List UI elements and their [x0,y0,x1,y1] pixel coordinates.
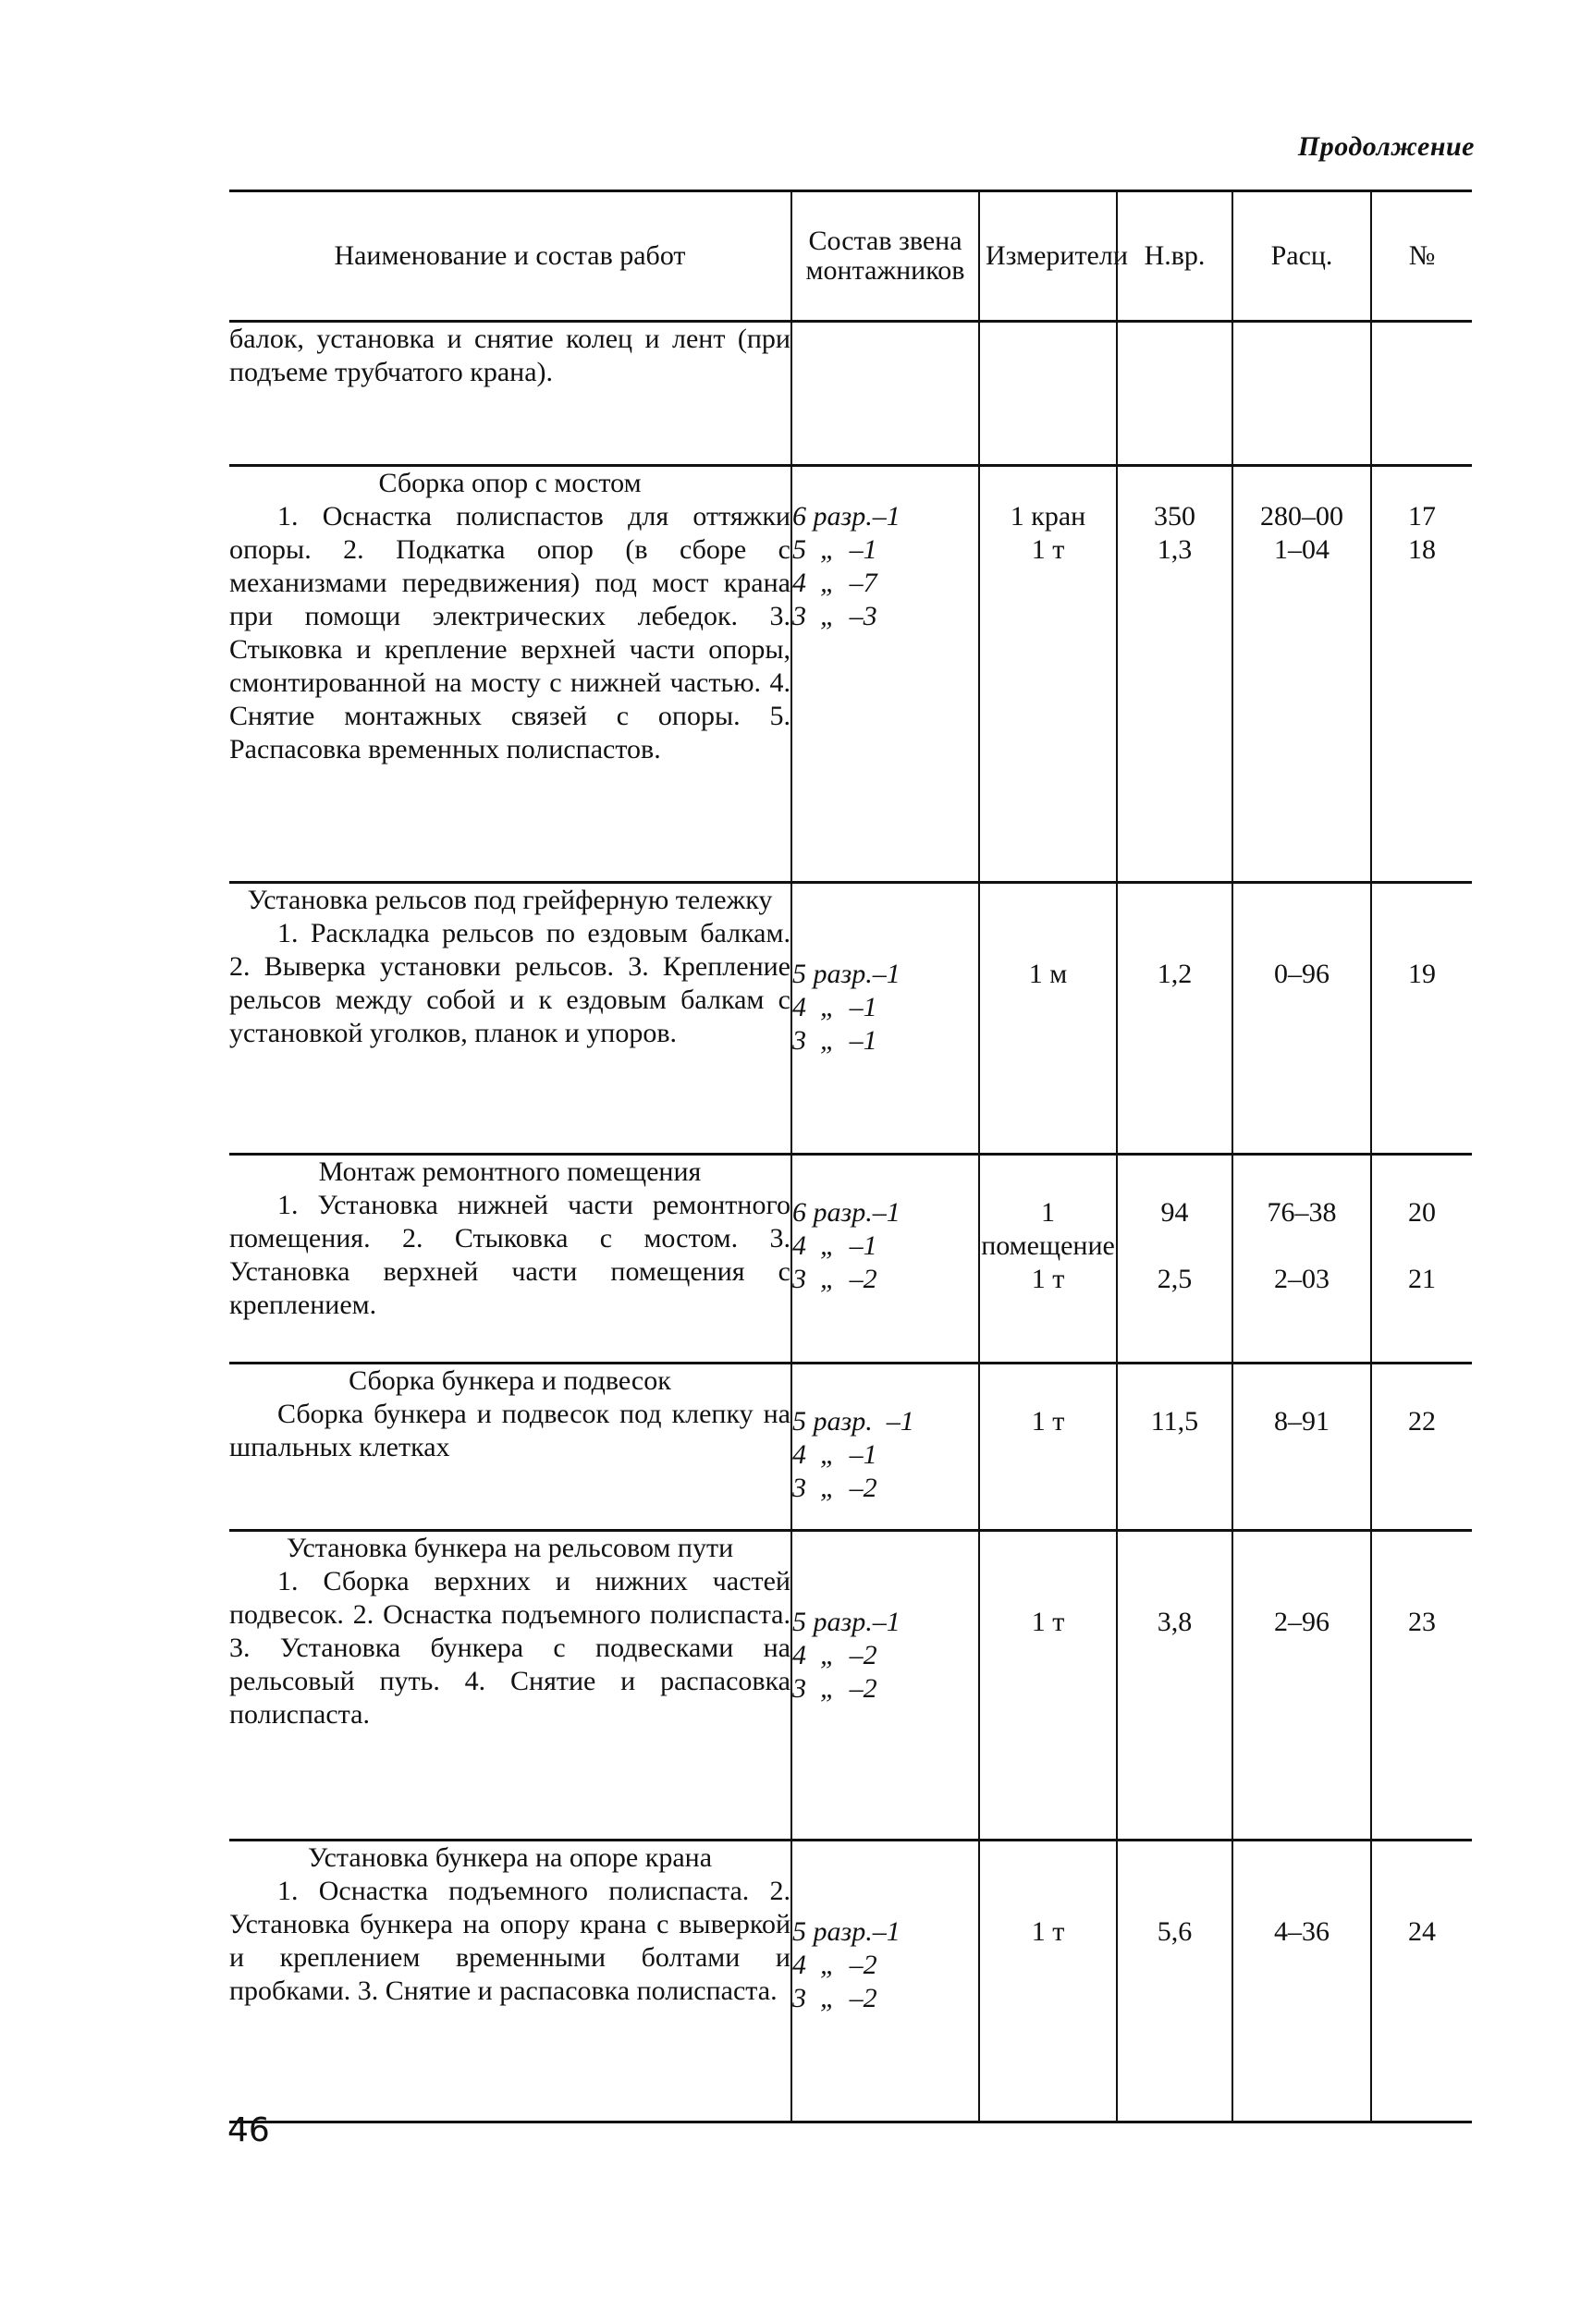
time-norm-value: 1,2 [1157,959,1193,989]
crew-line: 5 разр.–1 [792,959,901,989]
crew-line: 5 разр. –1 [792,1406,914,1437]
time-norm-cell [1117,1364,1232,1531]
work-description: Сборка бункера и подвесок под клепку на шпальных клетках [229,1399,790,1462]
rate-cell [1232,322,1371,466]
work-description: 1. Раскладка рельсов по ездовым балкам. 2. Выверка установки рельсов. 3. Крепление рельсов между собой и к ездовым балкам с установкой уголков, планок и упоров. [229,918,790,1048]
number-value: 18 [1408,534,1436,565]
time-norm-value: 1,3 [1157,534,1193,565]
crew-line: 4 „ –7 [792,568,877,598]
table-header-row [229,191,1472,322]
work-cell [229,883,791,1155]
number-value: 17 [1408,501,1436,532]
crew-line: 4 „ –1 [792,1439,877,1470]
time-norm-cell [1117,466,1232,883]
unit-value: 1 помещение [981,1197,1115,1261]
header-number: № [1371,191,1472,322]
table-row [229,1364,1472,1531]
table-row [229,466,1472,883]
table-row [229,1841,1472,2122]
header-units: Измерители [979,191,1117,322]
crew-cell [791,1155,979,1364]
time-norm-value: 11,5 [1150,1406,1199,1437]
work-cell [229,1841,791,2122]
rate-value: 0–96 [1274,959,1330,989]
crew-line: 3 „ –2 [792,1983,877,2013]
rate-value: 2–03 [1274,1264,1330,1294]
number-cell [1371,883,1472,1155]
rate-value: 1–04 [1274,534,1330,565]
unit-value: 1 т [1031,1607,1065,1637]
number-cell [1371,1364,1472,1531]
unit-value: 1 т [1031,534,1065,565]
number-value: 22 [1408,1406,1436,1437]
work-cell [229,1531,791,1841]
work-title: Установка бункера на рельсовом пути [286,1533,734,1563]
number-value: 24 [1408,1916,1436,1947]
work-cell [229,1364,791,1531]
time-norm-value: 94 [1160,1197,1189,1228]
time-norm-cell [1117,1155,1232,1364]
unit-value: 1 м [1028,959,1068,989]
work-title: Установка бункера на опоре крана [307,1842,713,1873]
unit-cell [979,322,1117,466]
unit-value: 1 т [1031,1264,1065,1294]
table-row [229,1155,1472,1364]
unit-cell [979,1155,1117,1364]
crew-line: 6 разр.–1 [792,501,901,532]
crew-line: 3 „ –2 [792,1473,877,1503]
unit-value: 1 т [1031,1916,1065,1947]
time-norm-value: 3,8 [1157,1607,1193,1637]
time-norm-value: 350 [1154,501,1195,532]
number-value: 19 [1408,959,1436,989]
rate-cell [1232,466,1371,883]
work-title: Монтаж ремонтного помещения [318,1156,702,1187]
work-title: Установка рельсов под грейферную тележку [247,885,773,915]
work-description: балок, установка и снятие колец и лент (при подъеме трубчатого крана). [229,324,790,387]
crew-line: 3 „ –2 [792,1673,877,1704]
header-rate: Расц. [1232,191,1371,322]
unit-cell [979,1531,1117,1841]
crew-cell [791,1531,979,1841]
crew-line: 3 „ –3 [792,601,877,631]
page-number: 46 [227,2111,270,2149]
header-work-name: Наименование и состав работ [229,191,791,322]
table-row [229,1531,1472,1841]
number-value: 20 [1408,1197,1436,1228]
unit-cell [979,1364,1117,1531]
table-row [229,322,1472,466]
rate-cell [1232,1841,1371,2122]
unit-value: 1 т [1031,1406,1065,1437]
number-value: 21 [1408,1264,1436,1294]
crew-cell [791,466,979,883]
crew-line: 4 „ –2 [792,1950,877,1980]
rate-value: 2–96 [1274,1607,1330,1637]
number-cell [1371,466,1472,883]
time-norm-cell [1117,1841,1232,2122]
time-norm-cell [1117,322,1232,466]
work-cell [229,466,791,883]
crew-line: 4 „ –2 [792,1640,877,1670]
crew-line: 4 „ –1 [792,992,877,1022]
crew-line: 5 разр.–1 [792,1916,901,1947]
work-cell [229,322,791,466]
work-description: 1. Установка нижней части ремонтного помещения. 2. Стыковка с мостом. 3. Установка верхней части помещения с креплением. [229,1190,790,1320]
rate-value: 8–91 [1274,1406,1330,1437]
number-value: 23 [1408,1607,1436,1637]
rate-cell [1232,1364,1371,1531]
work-title: Сборка бункера и подвесок [349,1365,671,1396]
crew-line: 5 разр.–1 [792,1607,901,1637]
unit-cell [979,883,1117,1155]
unit-cell [979,1841,1117,2122]
crew-cell [791,1841,979,2122]
work-title: Сборка опор с мостом [378,468,642,498]
crew-line: 6 разр.–1 [792,1197,901,1228]
crew-line: 3 „ –2 [792,1264,877,1294]
crew-line: 5 „ –1 [792,534,877,565]
number-cell [1371,322,1472,466]
crew-line: 4 „ –1 [792,1230,877,1261]
table-row [229,883,1472,1155]
rate-value: 280–00 [1260,501,1343,532]
time-norm-cell [1117,883,1232,1155]
crew-line: 3 „ –1 [792,1025,877,1056]
number-cell [1371,1155,1472,1364]
crew-cell [791,322,979,466]
header-time-norm: Н.вр. [1117,191,1232,322]
rate-cell [1232,1155,1371,1364]
time-norm-value: 2,5 [1157,1264,1193,1294]
unit-value: 1 кран [1010,501,1086,532]
work-description: 1. Оснастка полиспастов для оттяжки опоры. 2. Подкатка опор (в сборе с механизмами передвижения) под мост крана при помощи электрических лебедок. 3. Стыковка и крепление верхней части опоры, смонтированной на мосту с нижней частью. 4. Снятие монтажных связей с опоры. 5. Распасовка временных полиспастов. [229,501,790,764]
rate-value: 4–36 [1274,1916,1330,1947]
rate-value: 76–38 [1267,1197,1337,1228]
work-description: 1. Сборка верхних и нижних частей подвесок. 2. Оснастка подъемного полиспаста. 3. Установка бункера с подвесками на рельсовый путь. 4. Снятие и распасовка полиспаста. [229,1566,790,1730]
header-crew: Состав звена монтажников [791,191,979,322]
crew-cell [791,1364,979,1531]
rate-cell [1232,1531,1371,1841]
continued-label: Продолжение [1297,131,1475,162]
time-norm-cell [1117,1531,1232,1841]
crew-cell [791,883,979,1155]
unit-cell [979,466,1117,883]
time-norm-value: 5,6 [1157,1916,1193,1947]
work-description: 1. Оснастка подъемного полиспаста. 2. Установка бункера на опору крана с выверкой и креплением временными болтами и пробками. 3. Снятие и распасовка полиспаста. [229,1876,790,2006]
work-norms-table [229,190,1472,2123]
work-cell [229,1155,791,1364]
number-cell [1371,1841,1472,2122]
number-cell [1371,1531,1472,1841]
rate-cell [1232,883,1371,1155]
